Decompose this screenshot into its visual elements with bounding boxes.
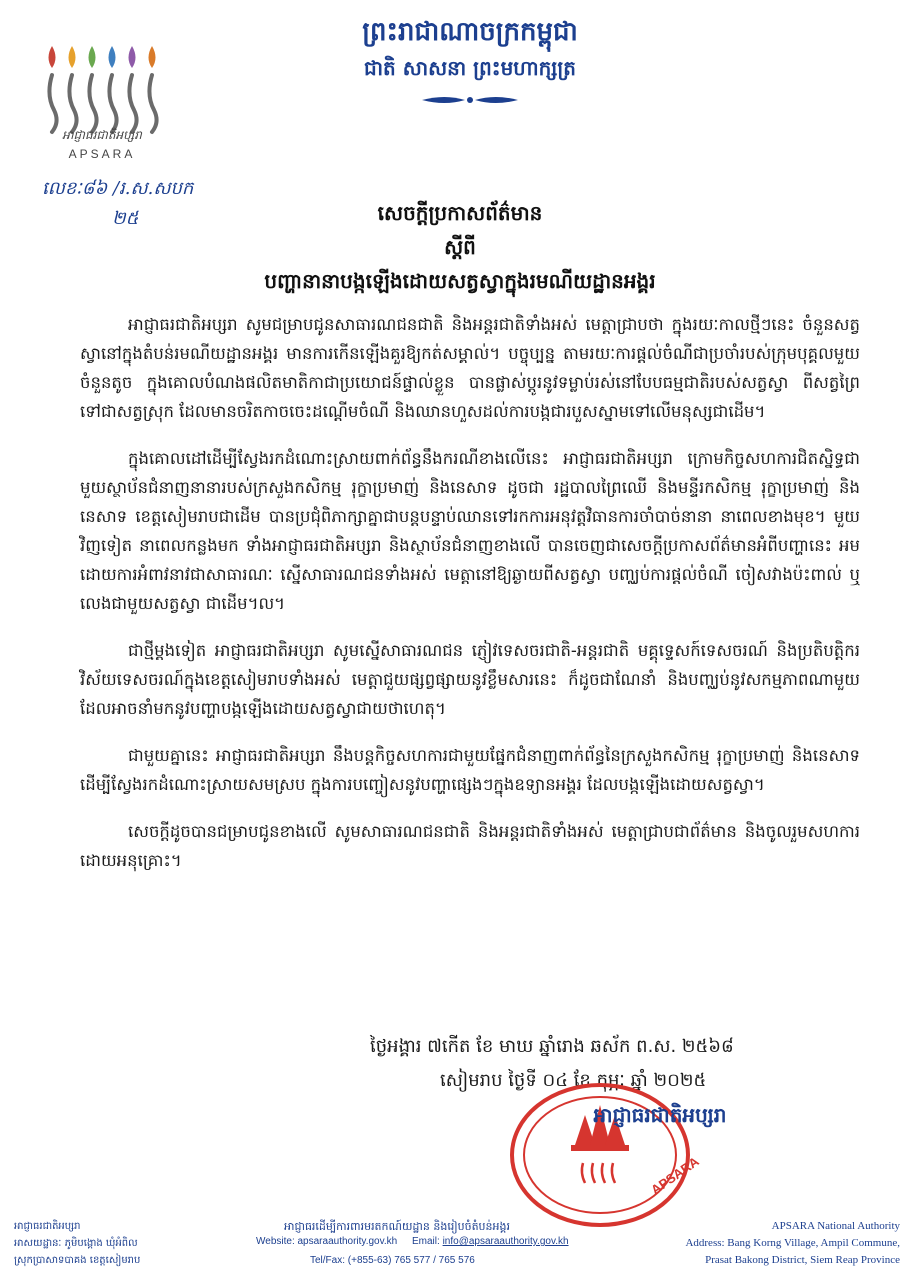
footer-email-link[interactable]: info@apsaraauthority.gov.kh [442, 1236, 569, 1247]
logo-flame-icon [109, 46, 116, 68]
title-line-2: ស្តីពី [444, 235, 476, 259]
logo-flame-icon [89, 46, 96, 68]
lunar-date: ថ្ងៃអង្គារ ៧កើត ខែ មាឃ ឆ្នាំរោង ឆស័ក ព.ស. ២៥៦៨ [370, 1036, 734, 1057]
footer-right [680, 1218, 900, 1269]
kingdom-line-1: ព្រះរាជាណាចក្រកម្ពុជា [362, 17, 578, 47]
kingdom-header [280, 12, 660, 84]
reference-number: លេខៈ៨៦ /រ.ស.សបក [42, 178, 194, 199]
kingdom-line-2: ជាតិ សាសនា ព្រះមហាក្សត្រ [364, 56, 576, 80]
footer-left [14, 1218, 234, 1269]
stamp-text: APSARA [648, 1153, 702, 1198]
footer-left-line-2: អាសយដ្ឋានៈ ភូមិបង្គោង ឃុំអំពិល [14, 1238, 138, 1249]
logo-flame-icon [149, 46, 156, 68]
reference-year: ២៥ [112, 208, 139, 229]
footer-email-label: Email: [412, 1236, 440, 1247]
footer-email [412, 1236, 569, 1247]
paragraph-4: ជាមួយគ្នានេះ អាជ្ញាធរជាតិអប្សរា នឹងបន្តកិច្ចសហការជាមួយផ្នែកជំនាញពាក់ព័ន្ធនៃក្រសួងកសិកម្ម រុក្ខាប្រមាញ់ និងនេសាទ ដើម្បីស្វែងរកដំណោះស្រាយសមស្រប ក្នុងការបញ្ចៀសនូវបញ្ហាផ្សេងៗក្នុងឧទ្យានអង្គរ ដែលបង្កឡើងដោយសត្វស្វា។ [80, 746, 860, 794]
footer-right-line-2: Address: Bang Korng Village, Ampil Commune, [685, 1237, 900, 1249]
footer-mid-title: អាជ្ញាធរដើម្បីការពារមរតកណ៍យដ្ឋាន និងរៀបចំតំបន់អង្គរ [284, 1220, 510, 1233]
ornament-divider-icon [420, 92, 520, 108]
signature-authority: អាជ្ញាធរជាតិអប្សរា [593, 1103, 727, 1127]
logo-flame-icon [69, 46, 76, 68]
footer-left-line-1: អាជ្ញាធរជាតិអប្សរា [14, 1221, 81, 1232]
solar-date: សៀមរាប ថ្ងៃទី ០៤ ខែ កុម្ភៈ ឆ្នាំ ២០២៥ [440, 1070, 707, 1091]
logo-name-en: APSARA [68, 147, 136, 161]
logo-name-km: អាជ្ញាធរជាតិអប្សរា [62, 128, 142, 142]
official-seal-icon [505, 1075, 702, 1230]
logo-flame-icon [129, 46, 136, 68]
footer [0, 1214, 917, 1280]
document-title [200, 196, 720, 298]
footer-left-line-3: ស្រុកប្រាសាទបាគង ខេត្តសៀមរាប [14, 1255, 141, 1266]
footer-right-line-3: Prasat Bakong District, Siem Reap Province [705, 1254, 900, 1266]
paragraph-5: សេចក្តីដូចបានជម្រាបជូនខាងលើ សូមសាធារណជនជាតិ និងអន្តរជាតិទាំងអស់ មេត្តាជ្រាបជាព័ត៌មាន និងចូលរួមសហការដោយអនុគ្រោះ។ [80, 822, 860, 870]
logo-flame-icon [49, 46, 56, 68]
footer-right-line-1: APSARA National Authority [771, 1220, 900, 1232]
title-line-1: សេចក្តីប្រកាសព័ត៌មាន [377, 201, 543, 225]
footer-website[interactable]: Website: apsaraauthority.gov.kh [256, 1236, 398, 1247]
paragraph-3: ជាថ្មីម្តងទៀត អាជ្ញាធរជាតិអប្សរា សូមស្នើសាធារណជន ភ្ញៀវទេសចរជាតិ-អន្តរជាតិ មគ្គុទ្ទេសក៍ទេសចរណ៍ និងប្រតិបត្តិករវិស័យទេសចរណ៍ក្នុងខេត្តសៀមរាបទាំងអស់ មេត្តាជួយផ្សព្វផ្សាយនូវខ្លឹមសារនេះ ក៏ដូចជាណែនាំ និងបញ្ឈប់នូវសកម្មភាពណាមួយដែលអាចនាំមកនូវបញ្ហាបង្កឡើងដោយសត្វស្វាជាយថាហេតុ។ [80, 641, 860, 718]
paragraph-1: អាជ្ញាធរជាតិអប្សរា សូមជម្រាបជូនសាធារណជនជាតិ និងអន្តរជាតិទាំងអស់ មេត្តាជ្រាបថា ក្នុងរយៈកាលថ្មីៗនេះ ចំនួនសត្វស្វានៅក្នុងតំបន់រមណីយដ្ឋានអង្គរ មានការកើនឡើងគួរឱ្យកត់សម្គាល់។ បច្ចុប្បន្ន តាមរយៈការផ្តល់ចំណីជាប្រចាំរបស់ក្រុមបុគ្គលមួយចំនួនតូច ក្នុងគោលបំណងផលិតមាតិកាជាប្រយោជន៍ផ្ទាល់ខ្លួន បានផ្លាស់ប្តូរនូវទម្លាប់រស់នៅបែបធម្មជាតិរបស់សត្វស្វា ពីសត្វព្រៃ ទៅជាសត្វស្រុក ដែលមានចរិតកាចចេះដណ្តើមចំណី និងឈានហួសដល់ការបង្កជារបួសស្នាមទៅលើមនុស្សជាដើម។ [80, 315, 860, 421]
footer-tel: Tel/Fax: (+855-63) 765 577 / 765 576 [310, 1255, 475, 1266]
title-line-3: បញ្ហានានាបង្កឡើងដោយសត្វស្វាក្នុងរមណីយដ្ឋានអង្គរ [264, 269, 656, 293]
document-body [80, 310, 860, 893]
paragraph-2: ក្នុងគោលដៅដើម្បីស្វែងរកដំណោះស្រាយពាក់ព័ន្ធនឹងករណីខាងលើនេះ អាជ្ញាធរជាតិអប្សរា ក្រោមកិច្ចសហការជិតស្និទ្ធជាមួយស្ថាប័នជំនាញនានារបស់ក្រសួងកសិកម្ម រុក្ខាប្រមាញ់ និងនេសាទ ដូចជា រដ្ឋបាលព្រៃឈើ និងមន្ទីរកសិកម្ម រុក្ខាប្រមាញ់ និងនេសាទ ខេត្តសៀមរាបជាដើម បានប្រជុំពិភាក្សាគ្នាជាបន្តបន្ទាប់ឈានទៅរកការអនុវត្តវិធានការចាំបាច់នានា នាពេលខាងមុខ។ មួយវិញទៀត នាពេលកន្លងមក ទាំងអាជ្ញាធរជាតិអប្សរា និងស្ថាប័នជំនាញខាងលើ បានចេញជាសេចក្តីប្រកាសព័ត៌មានអំពីបញ្ហានេះ អមដោយការអំពាវនាវជាសាធារណៈ ស្នើសាធារណជនទាំងអស់ មេត្តានៅឱ្យឆ្ងាយពីសត្វស្វា បញ្ឈប់ការផ្តល់ចំណី ចៀសវាងប៉ះពាល់ ឬលេងជាមួយសត្វស្វា ជាដើម។ល។ [80, 449, 860, 613]
